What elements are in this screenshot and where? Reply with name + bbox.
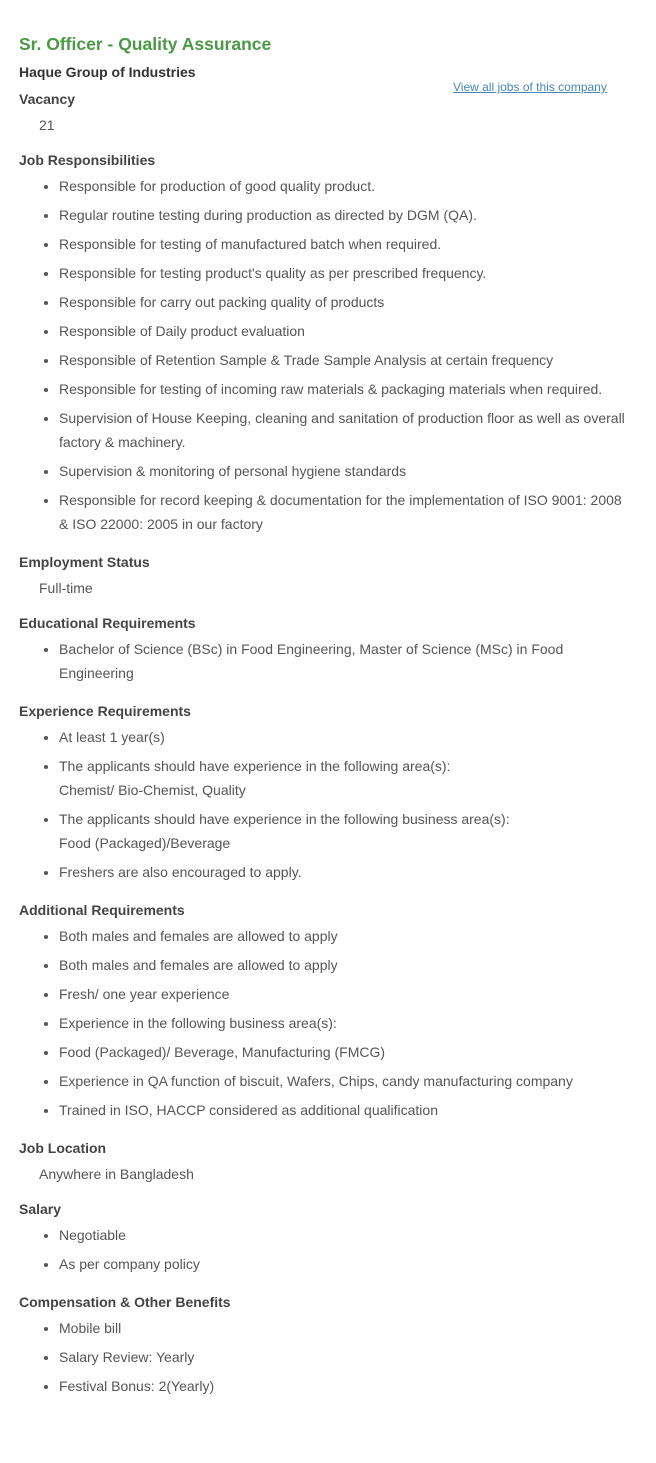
section-title: Employment Status	[19, 554, 150, 570]
list-item-subtext: Food (Packaged)/Beverage	[59, 835, 231, 851]
vacancy-value: 21	[39, 117, 55, 133]
list-item: • Food (Packaged)/ Beverage, Manufacturing (FMCG)	[59, 1040, 629, 1064]
list-item: • Supervision & monitoring of personal hygiene standards	[59, 459, 629, 483]
list-item	[59, 754, 629, 802]
responsibilities-list	[19, 174, 629, 536]
list-item: • As per company policy	[59, 1252, 629, 1276]
list-item: • Salary Review: Yearly	[59, 1345, 629, 1369]
list-item: • Bachelor of Science (BSc) in Food Engineering, Master of Science (MSc) in Food Engineering	[59, 637, 629, 685]
location-section	[19, 1139, 629, 1183]
list-item: • Fresh/ one year experience	[59, 982, 629, 1006]
list-item: • Festival Bonus: 2(Yearly)	[59, 1374, 629, 1398]
list-item: • Experience in QA function of biscuit, Wafers, Chips, candy manufacturing company	[59, 1069, 629, 1093]
section-title: Vacancy	[19, 91, 76, 107]
list-item: • Negotiable	[59, 1223, 629, 1247]
section-title: Job Responsibilities	[19, 152, 156, 168]
section-title: Job Location	[19, 1140, 107, 1156]
list-item-text: • The applicants should have experience in the following area(s):	[59, 758, 451, 774]
list-item	[59, 807, 629, 855]
additional-list	[19, 924, 629, 1122]
responsibilities-section	[19, 151, 629, 536]
list-item: • Responsible for carry out packing quality of products	[59, 290, 629, 314]
salary-section	[19, 1200, 629, 1276]
list-item: • Responsible for production of good quality product.	[59, 174, 629, 198]
employment-section	[19, 553, 629, 597]
list-item: • Both males and females are allowed to apply	[59, 953, 629, 977]
list-item: • Both males and females are allowed to apply	[59, 924, 629, 948]
list-item: • Mobile bill	[59, 1316, 629, 1340]
salary-list	[19, 1223, 629, 1276]
job-details	[19, 34, 629, 1403]
section-title: Experience Requirements	[19, 703, 191, 719]
list-item: • Experience in the following business area(s):	[59, 1011, 629, 1035]
list-item: • Regular routine testing during production as directed by DGM (QA).	[59, 203, 629, 227]
education-section	[19, 614, 629, 685]
job-title: Sr. Officer - Quality Assurance	[19, 34, 272, 54]
list-item: • Supervision of House Keeping, cleaning and sanitation of production floor as well as overall factory & machinery.	[59, 406, 629, 454]
section-title: Additional Requirements	[19, 902, 185, 918]
list-item: • Freshers are also encouraged to apply.	[59, 860, 629, 884]
list-item: • Responsible for testing of manufactured batch when required.	[59, 232, 629, 256]
additional-section	[19, 901, 629, 1122]
list-item: • Responsible for record keeping & documentation for the implementation of ISO 9001: 2008 & ISO 22000: 2005 in our factory	[59, 488, 629, 536]
list-item: • Responsible for testing product's quality as per prescribed frequency.	[59, 261, 629, 285]
experience-list	[19, 725, 629, 884]
list-item: • At least 1 year(s)	[59, 725, 629, 749]
section-title: Salary	[19, 1201, 62, 1217]
list-item-text: • The applicants should have experience in the following business area(s):	[59, 811, 510, 827]
section-title: Educational Requirements	[19, 615, 196, 631]
employment-value: Full-time	[39, 580, 93, 596]
vacancy-section	[19, 90, 629, 134]
list-item-subtext: Chemist/ Bio-Chemist, Quality	[59, 782, 246, 798]
list-item: • Trained in ISO, HACCP considered as additional qualification	[59, 1098, 629, 1122]
list-item: • Responsible of Daily product evaluation	[59, 319, 629, 343]
experience-section	[19, 702, 629, 884]
benefits-list	[19, 1316, 629, 1398]
education-list	[19, 637, 629, 685]
benefits-section	[19, 1293, 629, 1398]
company-name: Haque Group of Industries	[19, 64, 196, 80]
view-all-jobs-link[interactable]: View all jobs of this company	[453, 80, 607, 94]
location-value: Anywhere in Bangladesh	[39, 1166, 194, 1182]
list-item: • Responsible of Retention Sample & Trade Sample Analysis at certain frequency	[59, 348, 629, 372]
list-item: • Responsible for testing of incoming raw materials & packaging materials when required.	[59, 377, 629, 401]
section-title: Compensation & Other Benefits	[19, 1294, 231, 1310]
